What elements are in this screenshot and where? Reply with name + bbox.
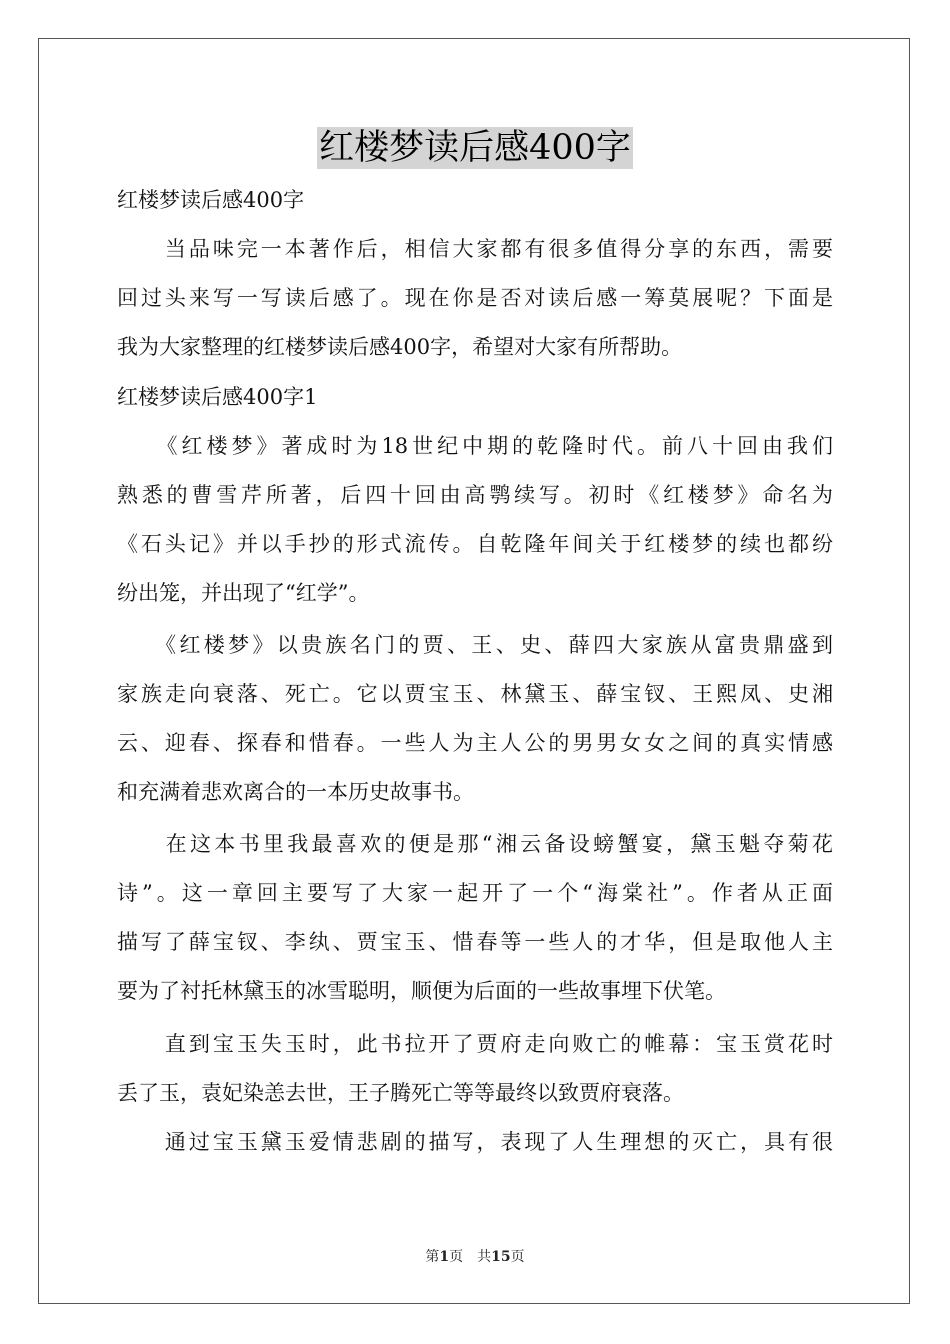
- text-line: 在这本书里我最喜欢的便是那“湘云备设螃蟹宴，黛玉魁夺菊花: [117, 832, 833, 856]
- text-line: 直到宝玉失玉时，此书拉开了贾府走向败亡的帷幕：宝玉赏花时: [117, 1032, 833, 1056]
- text-line: 和充满着悲欢离合的一本历史故事书。: [117, 780, 474, 804]
- total-suffix: 页: [510, 1249, 525, 1265]
- page-prefix: 第: [425, 1249, 440, 1265]
- text-line: 家族走向衰落、死亡。它以贾宝玉、林黛玉、薛宝钗、王熙凤、史湘: [117, 682, 833, 706]
- page-number: 1: [439, 1249, 450, 1265]
- text-line: 诗”。这一章回主要写了大家一起开了一个“海棠社”。作者从正面: [117, 881, 833, 905]
- text-line: 《红楼梦》著成时为18世纪中期的乾隆时代。前八十回由我们: [117, 434, 833, 458]
- paragraph-2: [117, 621, 833, 817]
- document-title: 红楼梦读后感400字: [319, 128, 631, 168]
- paragraph-3: [117, 820, 833, 1016]
- intro-paragraph: [117, 225, 833, 372]
- text-line: 回过头来写一写读后感了。现在你是否对读后感一筹莫展呢？下面是: [117, 286, 833, 310]
- text-line: 当品味完一本著作后，相信大家都有很多值得分享的东西，需要: [117, 237, 833, 261]
- text-line: 纷出笼，并出现了“红学”。: [117, 581, 370, 605]
- text-line: 描写了薛宝钗、李纨、贾宝玉、惜春等一些人的才华，但是取他人主: [117, 930, 833, 954]
- page-footer: [0, 1248, 950, 1266]
- document-subtitle: 红楼梦读后感400字: [117, 188, 305, 212]
- text-line: 熟悉的曹雪芹所著，后四十回由高鹗续写。初时《红楼梦》命名为: [117, 483, 833, 507]
- paragraph-4: [117, 1020, 833, 1118]
- text-line: 《石头记》并以手抄的形式流传。自乾隆年间关于红楼梦的续也都纷: [117, 532, 833, 556]
- paragraph-1: [117, 422, 833, 618]
- total-prefix: 共: [477, 1249, 492, 1265]
- text-line: 丢了玉，袁妃染恙去世，王子腾死亡等等最终以致贾府衰落。: [117, 1081, 684, 1105]
- paragraph-5: [117, 1118, 833, 1167]
- text-line: 《红楼梦》以贵族名门的贾、王、史、薛四大家族从富贵鼎盛到: [117, 633, 833, 657]
- total-pages: 15: [491, 1249, 511, 1265]
- section-heading: 红楼梦读后感400字1: [117, 385, 318, 409]
- page-suffix: 页: [449, 1249, 464, 1265]
- text-line: 通过宝玉黛玉爱情悲剧的描写，表现了人生理想的灭亡，具有很: [117, 1130, 833, 1154]
- text-line: 云、迎春、探春和惜春。一些人为主人公的男男女女之间的真实情感: [117, 731, 833, 755]
- title-wrap: [0, 127, 950, 169]
- text-line: 要为了衬托林黛玉的冰雪聪明，顺便为后面的一些故事埋下伏笔。: [117, 979, 726, 1003]
- text-line: 我为大家整理的红楼梦读后感400字，希望对大家有所帮助。: [117, 335, 683, 359]
